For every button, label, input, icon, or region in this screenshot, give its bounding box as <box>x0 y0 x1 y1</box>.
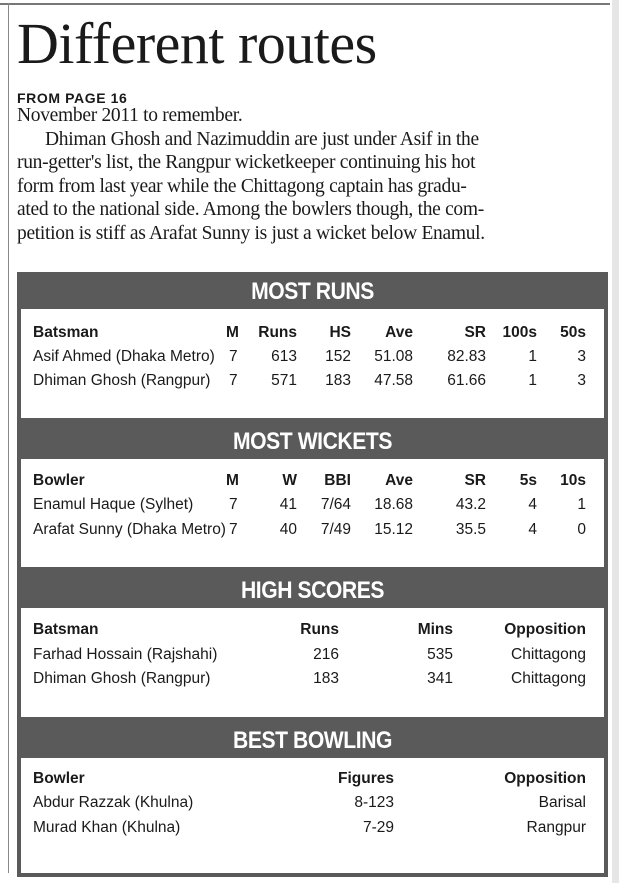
cell: 43.2 <box>455 496 486 513</box>
table-row <box>21 372 604 396</box>
cell: 216 <box>313 646 339 663</box>
cell: Dhiman Ghosh (Rangpur) <box>33 670 211 687</box>
table-row <box>21 521 604 545</box>
most-wickets-table <box>21 459 604 567</box>
top-rule <box>0 3 610 5</box>
cell: Chittagong <box>511 646 586 663</box>
stats-panel <box>17 272 608 877</box>
cell: Chittagong <box>511 670 586 687</box>
cell: 3 <box>577 348 586 365</box>
headline: Different routes <box>17 11 377 76</box>
cell: 7/64 <box>320 496 351 513</box>
cell: 7 <box>229 496 238 513</box>
body-line: petition is stiff as Arafat Sunny is just a wicket below Enamul. <box>17 222 485 244</box>
most-wickets-title: MOST WICKETS <box>233 428 392 455</box>
table-header <box>21 621 604 645</box>
cell: 7 <box>229 521 238 538</box>
table-row <box>21 819 604 843</box>
col-header: W <box>282 472 297 489</box>
table-row <box>21 670 604 694</box>
cell: 613 <box>271 348 297 365</box>
high-scores-table <box>21 608 604 717</box>
article-body <box>17 104 609 245</box>
cell: Rangpur <box>526 819 586 836</box>
col-header: Ave <box>385 472 413 489</box>
col-header: 10s <box>560 472 586 489</box>
high-scores-section <box>17 571 608 721</box>
col-header: Batsman <box>33 621 99 638</box>
cell: 41 <box>279 496 297 513</box>
col-header: SR <box>464 472 486 489</box>
cell: 7 <box>229 348 238 365</box>
table-header <box>21 472 604 496</box>
col-header: HS <box>329 324 351 341</box>
table-row <box>21 794 604 818</box>
col-header: 5s <box>519 472 537 489</box>
col-header: Runs <box>300 621 339 638</box>
continued-from-label: FROM PAGE 16 <box>17 90 128 106</box>
body-line: November 2011 to remember. <box>17 105 243 126</box>
col-header: M <box>226 324 239 341</box>
col-header: Bowler <box>33 770 85 787</box>
col-header: M <box>226 472 239 489</box>
cell: 152 <box>325 348 351 365</box>
cell: 7-29 <box>362 819 394 836</box>
cell: Asif Ahmed (Dhaka Metro) <box>33 348 215 365</box>
col-header: Runs <box>258 324 297 341</box>
cell: 7 <box>229 372 238 389</box>
col-header: BBI <box>324 472 351 489</box>
body-line: form from last year while the Chittagong captain has gradu- <box>17 175 467 197</box>
cell: 47.58 <box>374 372 413 389</box>
cell: Barisal <box>538 794 586 811</box>
cell: Arafat Sunny (Dhaka Metro) <box>33 521 226 538</box>
cell: 571 <box>271 372 297 389</box>
body-line: Dhiman Ghosh and Nazimuddin are just under Asif in the <box>45 128 479 150</box>
cell: 15.12 <box>374 521 413 538</box>
most-runs-table <box>21 309 604 418</box>
cell: 1 <box>528 372 537 389</box>
table-row <box>21 348 604 372</box>
body-line: run-getter's list, the Rangpur wicketkeeper continuing his hot <box>17 152 476 173</box>
page-edge <box>612 0 619 883</box>
cell: 535 <box>427 646 453 663</box>
most-runs-title: MOST RUNS <box>251 278 374 305</box>
cell: Enamul Haque (Sylhet) <box>33 496 194 513</box>
best-bowling-table <box>21 758 604 873</box>
table-header <box>21 324 604 348</box>
cell: Farhad Hossain (Rajshahi) <box>33 646 218 663</box>
cell: 3 <box>577 372 586 389</box>
col-header: Batsman <box>33 324 99 341</box>
most-runs-section <box>17 272 608 422</box>
most-wickets-section <box>17 422 608 571</box>
cell: 4 <box>528 496 537 513</box>
best-bowling-section <box>17 721 608 877</box>
col-header: Bowler <box>33 472 85 489</box>
cell: 4 <box>528 521 537 538</box>
col-header: Opposition <box>504 621 586 638</box>
cell: Dhiman Ghosh (Rangpur) <box>33 372 211 389</box>
cell: 8-123 <box>354 794 394 811</box>
col-header: Opposition <box>504 770 586 787</box>
cell: 40 <box>279 521 297 538</box>
cell: 1 <box>528 348 537 365</box>
col-header: Figures <box>338 770 394 787</box>
cell: Abdur Razzak (Khulna) <box>33 794 194 811</box>
table-header <box>21 770 604 794</box>
cell: 18.68 <box>374 496 413 513</box>
cell: 341 <box>427 670 453 687</box>
table-row <box>21 646 604 670</box>
col-header: 50s <box>560 324 586 341</box>
left-column-rule <box>8 3 9 873</box>
col-header: Ave <box>385 324 413 341</box>
cell: 61.66 <box>447 372 486 389</box>
body-line: ated to the national side. Among the bowlers though, the com- <box>17 199 484 220</box>
table-row <box>21 496 604 520</box>
col-header: SR <box>464 324 486 341</box>
cell: 183 <box>313 670 339 687</box>
high-scores-title: HIGH SCORES <box>240 577 385 604</box>
cell: Murad Khan (Khulna) <box>33 819 181 836</box>
col-header: 100s <box>502 324 537 341</box>
cell: 51.08 <box>374 348 413 365</box>
col-header: Mins <box>417 621 453 638</box>
best-bowling-title: BEST BOWLING <box>233 727 392 754</box>
cell: 0 <box>577 521 586 538</box>
cell: 35.5 <box>455 521 486 538</box>
cell: 7/49 <box>320 521 351 538</box>
cell: 82.83 <box>447 348 486 365</box>
cell: 1 <box>577 496 586 513</box>
cell: 183 <box>325 372 351 389</box>
